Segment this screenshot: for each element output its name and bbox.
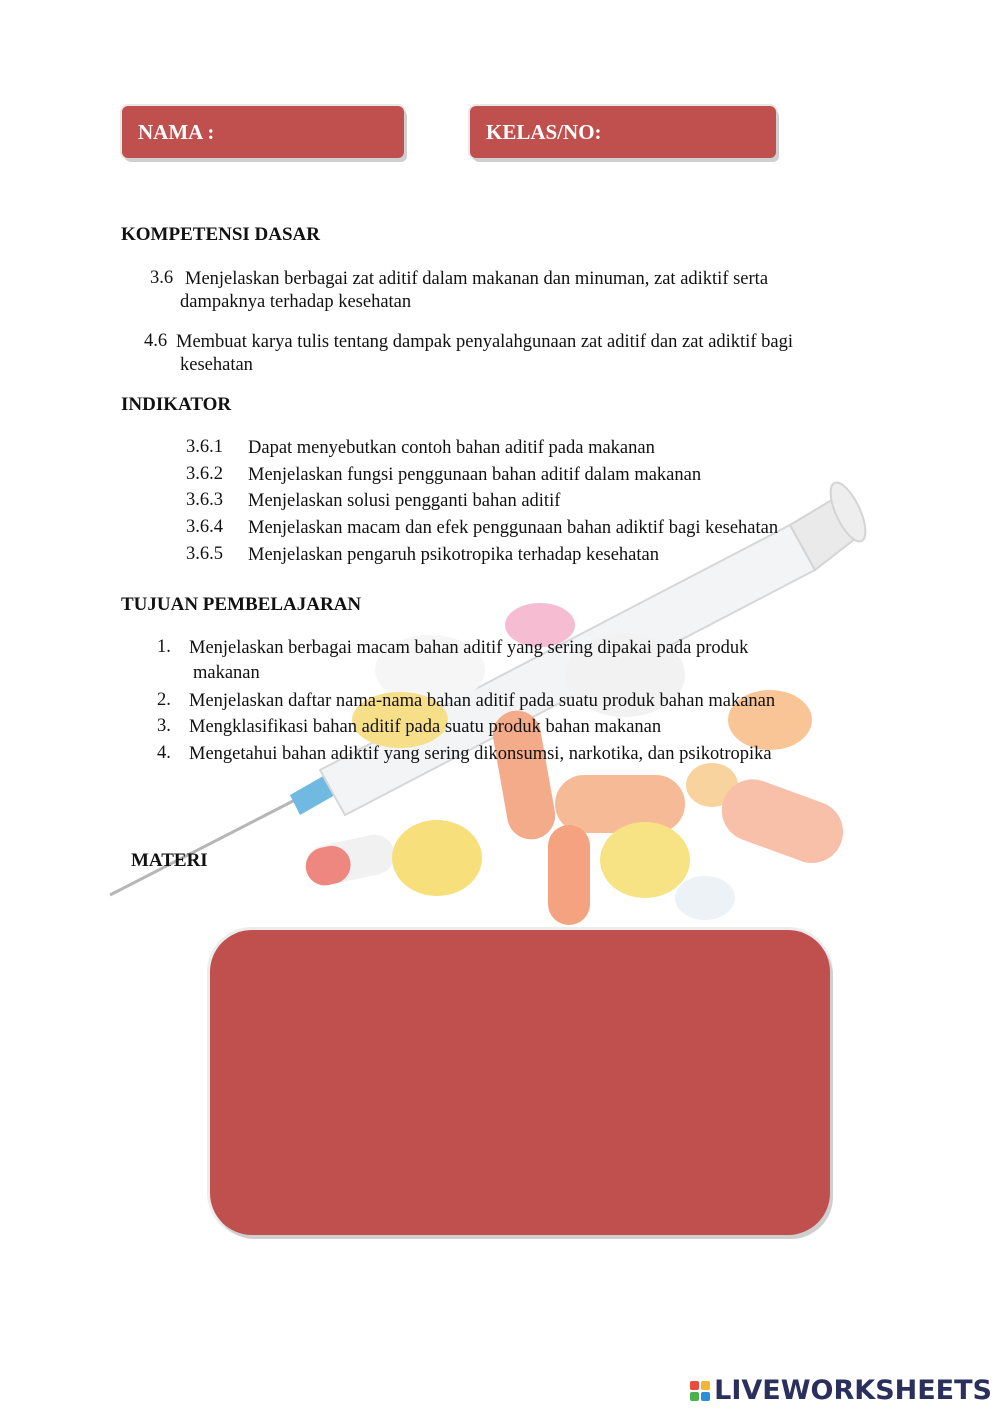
materi-heading: MATERI	[131, 850, 208, 871]
light-blue-pill	[675, 876, 735, 920]
indikator-text: Menjelaskan macam dan efek penggunaan bahan adiktif bagi kesehatan	[248, 518, 779, 538]
tujuan-heading: TUJUAN PEMBELAJARAN	[121, 594, 362, 615]
yellow-pill-3	[600, 822, 690, 898]
tujuan-number: 3.	[157, 716, 171, 736]
orange-tablet	[555, 775, 685, 833]
kd-number: 3.6	[150, 268, 174, 288]
indikator-text: Menjelaskan solusi pengganti bahan aditif	[248, 491, 561, 511]
materi-content-box[interactable]	[210, 930, 830, 1235]
indikator-text: Menjelaskan fungsi penggunaan bahan aditif dalam makanan	[248, 465, 702, 485]
kelas-no-label: KELAS/NO:	[486, 119, 602, 144]
yellow-pill-large	[392, 820, 482, 896]
kd-number: 4.6	[144, 331, 168, 351]
tujuan-number: 4.	[157, 743, 171, 763]
indikator-number: 3.6.2	[186, 464, 223, 484]
tujuan-text: Mengklasifikasi bahan aditif pada suatu produk bahan makanan	[189, 717, 662, 737]
indikator-number: 3.6.5	[186, 544, 223, 564]
kd-text: Menjelaskan berbagai zat aditif dalam makanan dan minuman, zat adiktif serta	[185, 269, 769, 289]
indikator-text: Menjelaskan pengaruh psikotropika terhadap kesehatan	[248, 545, 659, 565]
syringe-needle	[110, 800, 295, 895]
kd-text-cont: kesehatan	[180, 355, 253, 375]
liveworksheets-logo	[690, 1375, 992, 1406]
kompetensi-dasar-heading: KOMPETENSI DASAR	[121, 224, 320, 245]
kd-text: Membuat karya tulis tentang dampak penyalahgunaan zat aditif dan zat adiktif bagi	[176, 332, 793, 352]
tujuan-number: 2.	[157, 690, 171, 710]
kelas-no-field[interactable]	[470, 106, 776, 158]
tujuan-text: Mengetahui bahan adiktif yang sering dikonsumsi, narkotika, dan psikotropika	[189, 744, 772, 764]
indikator-heading: INDIKATOR	[121, 394, 232, 415]
indikator-number: 3.6.1	[186, 437, 223, 457]
nama-label: NAMA :	[138, 119, 215, 144]
liveworksheets-mark-icon	[690, 1381, 710, 1401]
tujuan-number: 1.	[157, 637, 171, 657]
nama-field[interactable]	[122, 106, 404, 158]
indikator-number: 3.6.3	[186, 490, 223, 510]
liveworksheets-wordmark: LIVEWORKSHEETS	[714, 1375, 992, 1406]
tujuan-text: Menjelaskan berbagai macam bahan aditif yang sering dipakai pada produk	[189, 638, 749, 658]
indikator-text: Dapat menyebutkan contoh bahan aditif pada makanan	[248, 438, 655, 458]
tujuan-text: Menjelaskan daftar nama-nama bahan aditif pada suatu produk bahan makanan	[189, 691, 776, 711]
orange-capsule-2	[548, 825, 590, 925]
kd-text-cont: dampaknya terhadap kesehatan	[180, 292, 412, 312]
tujuan-text-cont: makanan	[193, 663, 260, 683]
indikator-number: 3.6.4	[186, 517, 223, 537]
